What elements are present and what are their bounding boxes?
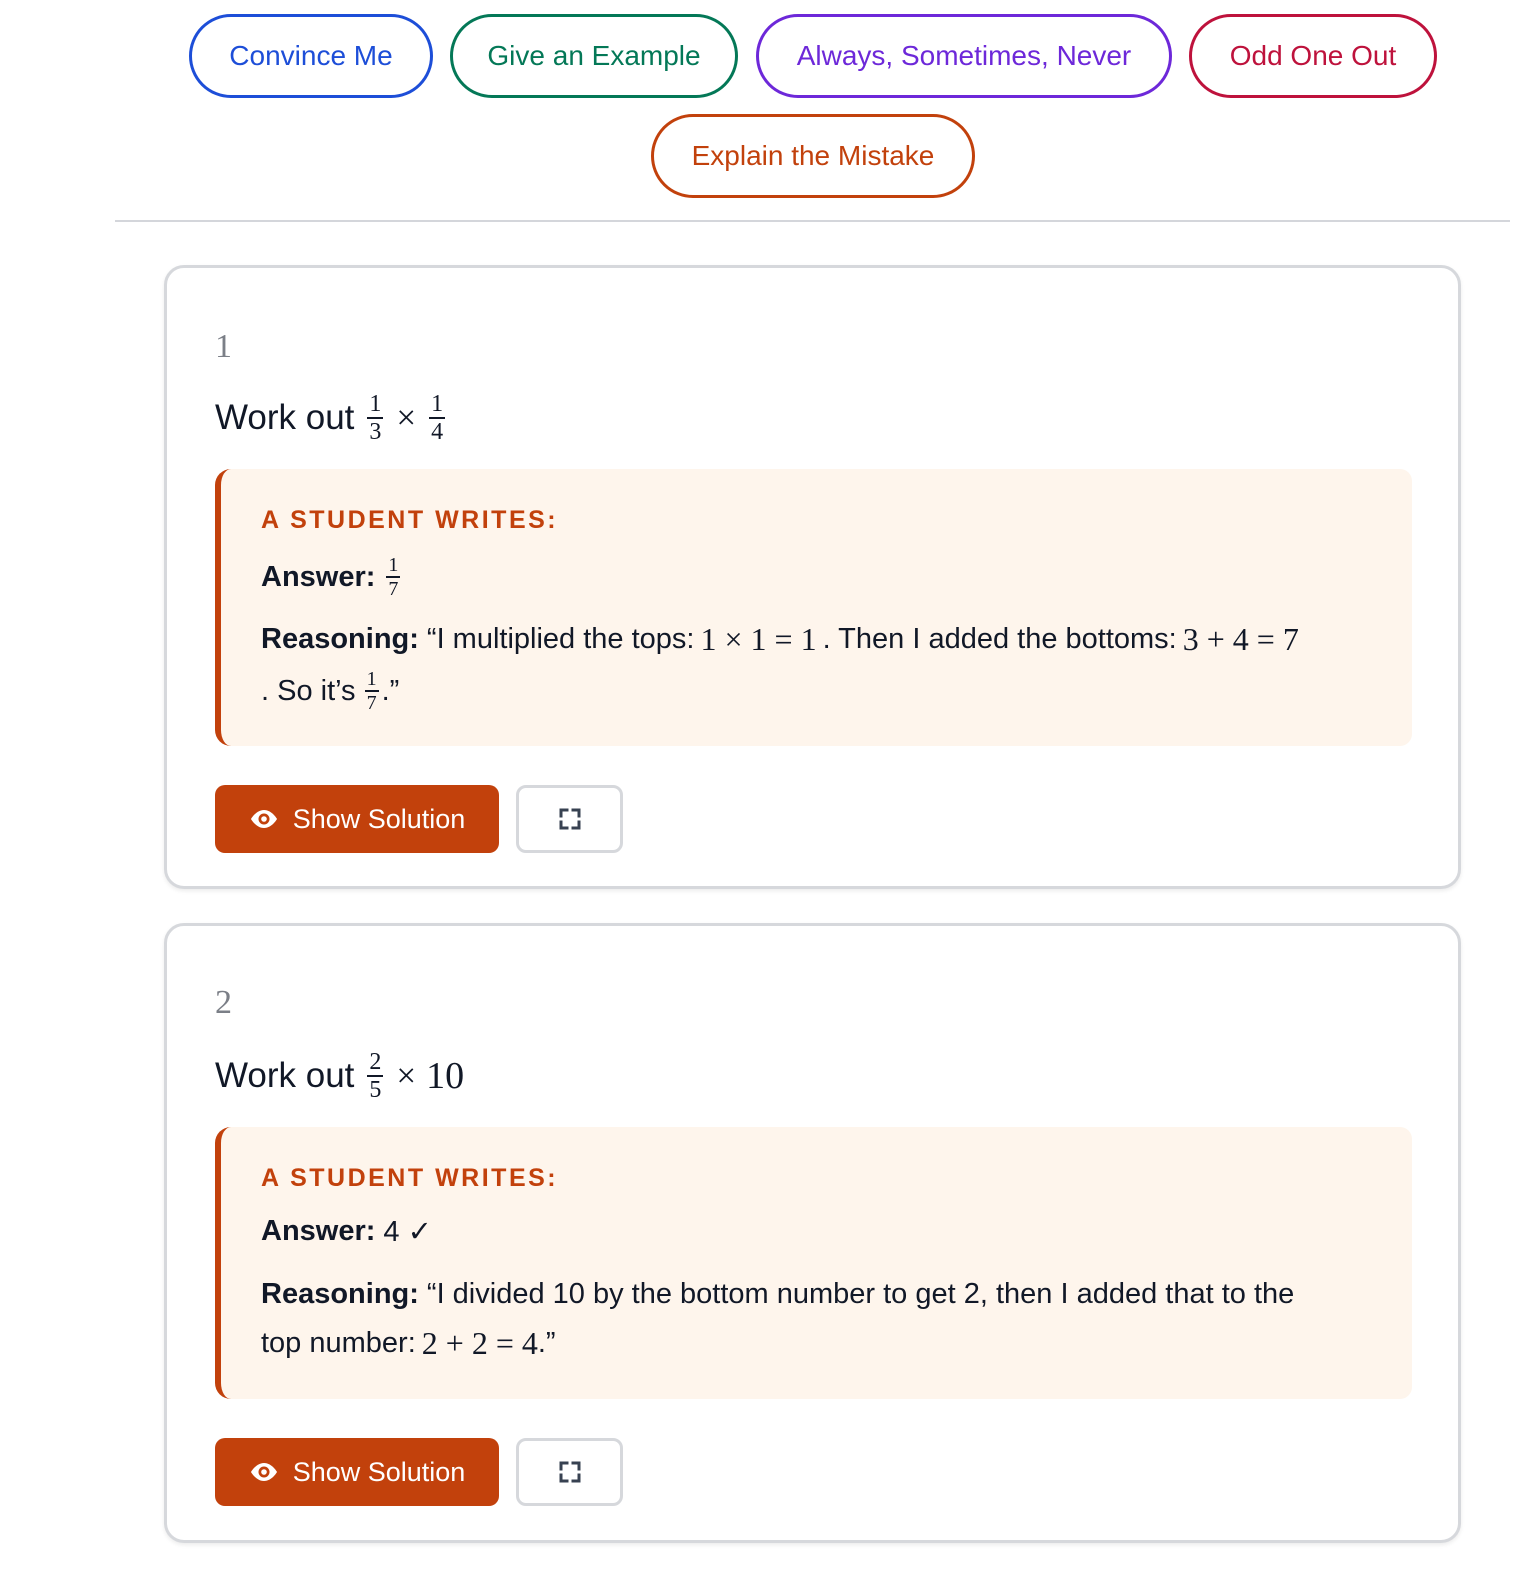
category-convince-me[interactable]: Convince Me <box>189 14 433 98</box>
student-answer <box>261 555 403 599</box>
fraction-numerator: 1 <box>366 668 377 690</box>
question-prompt <box>215 1050 464 1102</box>
fraction-numerator: 1 <box>388 554 399 576</box>
multiply-operator: × <box>396 1056 417 1095</box>
reasoning-text: top number: <box>261 1327 416 1359</box>
fraction-denominator: 7 <box>388 578 399 600</box>
student-writes-label: A STUDENT WRITES: <box>261 1164 559 1192</box>
eye-icon <box>249 1461 279 1483</box>
fraction-denominator: 5 <box>369 1077 382 1103</box>
show-solution-button[interactable] <box>215 1438 499 1506</box>
fraction-numerator: 1 <box>369 391 382 417</box>
answer-label: Answer: <box>261 560 376 593</box>
reasoning-fraction <box>365 669 379 713</box>
fraction-denominator: 3 <box>369 419 382 445</box>
answer-label: Answer: <box>261 1215 376 1247</box>
reasoning-text: “I multiplied the tops: <box>426 623 695 655</box>
answer-fraction <box>386 555 400 599</box>
fraction-denominator: 4 <box>431 419 444 445</box>
expand-icon <box>558 807 582 831</box>
question-card-1 <box>164 265 1461 889</box>
student-answer <box>261 1214 432 1249</box>
student-reasoning-line-1 <box>261 1278 1294 1311</box>
fullscreen-button[interactable] <box>516 785 623 853</box>
reasoning-label: Reasoning: <box>261 1278 419 1310</box>
prompt-fraction-2 <box>429 392 445 444</box>
reasoning-text: . Then I added the bottoms: <box>822 623 1177 655</box>
expand-icon <box>558 1460 582 1484</box>
eye-icon <box>249 808 279 830</box>
reasoning-text: .” <box>381 674 400 707</box>
reasoning-text: . So it’s <box>261 674 356 707</box>
student-reasoning-line-2 <box>261 1325 556 1362</box>
reasoning-label: Reasoning: <box>261 623 419 655</box>
student-writes-label: A STUDENT WRITES: <box>261 506 559 534</box>
question-prompt <box>215 392 448 444</box>
prompt-fraction-1 <box>367 392 383 444</box>
fullscreen-button[interactable] <box>516 1438 623 1506</box>
fraction-denominator: 7 <box>366 692 377 714</box>
category-explain-the-mistake[interactable]: Explain the Mistake <box>651 114 975 198</box>
answer-value: 4 ✓ <box>383 1216 432 1248</box>
student-response-box <box>215 1127 1412 1399</box>
question-number: 1 <box>215 328 232 365</box>
reasoning-text: .” <box>537 1327 556 1359</box>
show-solution-label: Show Solution <box>292 1456 466 1487</box>
fraction-numerator: 1 <box>431 391 444 417</box>
prompt-whole-number: 10 <box>426 1055 465 1097</box>
reasoning-math: 1 × 1 = 1 <box>700 621 817 657</box>
prompt-fraction-1 <box>367 1050 383 1102</box>
prompt-text: Work out <box>215 1056 355 1095</box>
student-reasoning-line-1 <box>261 621 1305 658</box>
category-odd-one-out[interactable]: Odd One Out <box>1189 14 1437 98</box>
show-solution-button[interactable] <box>215 785 499 853</box>
multiply-operator: × <box>396 398 417 437</box>
question-number: 2 <box>215 984 232 1021</box>
question-card-2 <box>164 923 1461 1543</box>
student-response-box <box>215 469 1412 746</box>
fraction-numerator: 2 <box>369 1049 382 1075</box>
reasoning-math: 3 + 4 = 7 <box>1182 621 1299 657</box>
category-give-an-example[interactable]: Give an Example <box>450 14 738 98</box>
section-divider <box>115 220 1510 222</box>
show-solution-label: Show Solution <box>292 803 466 834</box>
reasoning-math: 2 + 2 = 4 <box>421 1325 538 1361</box>
student-reasoning-line-2 <box>261 669 399 713</box>
category-always-sometimes-never[interactable]: Always, Sometimes, Never <box>756 14 1172 98</box>
prompt-text: Work out <box>215 398 355 437</box>
reasoning-text: “I divided 10 by the bottom number to get 2, then I added that to the <box>426 1278 1295 1310</box>
